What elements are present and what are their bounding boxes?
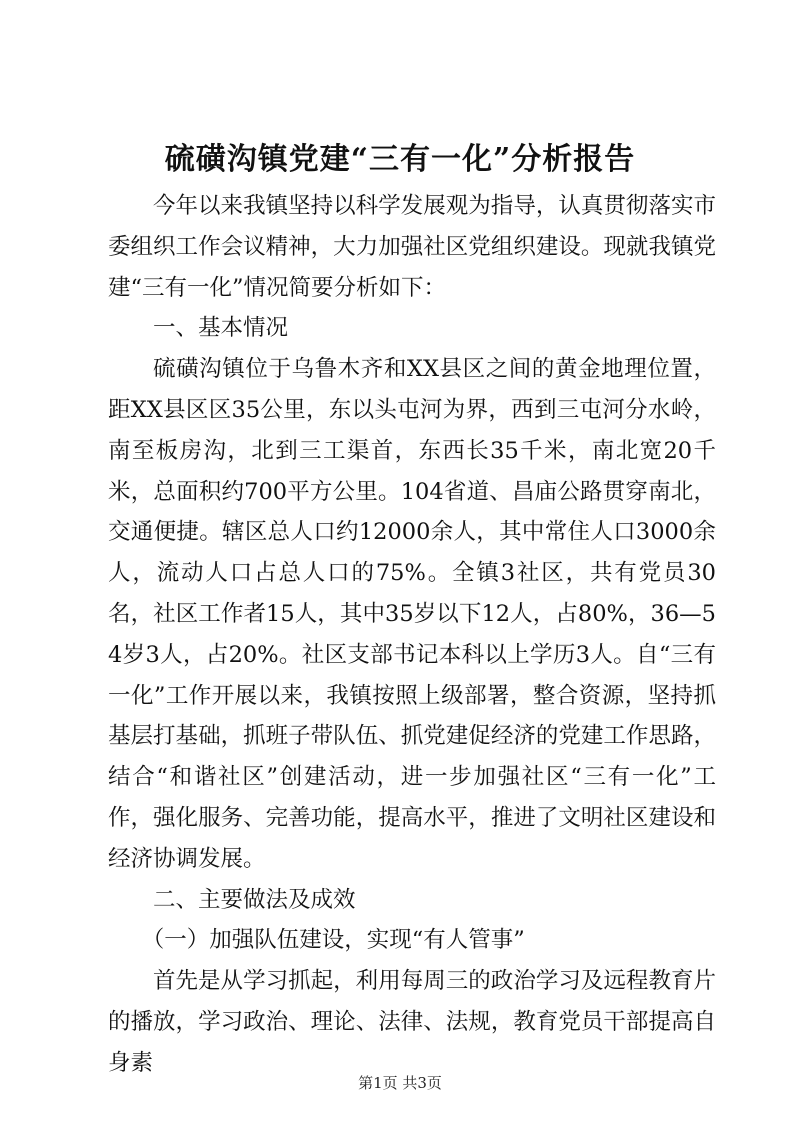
basic-situation-paragraph: 硫磺沟镇位于乌鲁木齐和XX县区之间的黄金地理位置，距XX县区区35公里，东以头屯河为界，西到三屯河分水岭，南至板房沟，北到三工渠首，东西长35千米，南北宽20千米，总面积约700平方公里。104省道、昌庙公路贯穿南北，交通便捷。辖区总人口约12000余人，其中常住人口3000余人，流动人口占总人口的75%。全镇3社区，共有党员30名，社区工作者15人，其中35岁以下12人，占80%，36—54岁3人，占20%。社区支部书记本科以上学历3人。自“三有一化”工作开展以来，我镇按照上级部署，整合资源，坚持抓基层打基础，抓班子带队伍、抓党建促经济的党建工作思路，结合“和谐社区”创建活动，进一步加强社区“三有一化”工作，强化服务、完善功能，提高水平，推进了文明社区建设和经济协调发展。 [108,356,716,872]
document-body [108,186,716,1084]
subsection-heading-team-building: （一）加强队伍建设，实现“有人管事” [141,927,525,954]
document-title: 硫磺沟镇党建“三有一化”分析报告 [164,142,636,177]
section-heading-basic-situation: 一、基本情况 [153,315,289,342]
page-footer: 第1页 共3页 [358,1074,442,1092]
team-building-paragraph: 首先是从学习抓起，利用每周三的政治学习及远程教育片的播放，学习政治、理论、法律、法规，教育党员干部提高自身素 [108,968,716,1076]
section-heading-main-practices: 二、主要做法及成效 [153,886,356,913]
intro-paragraph: 今年以来我镇坚持以科学发展观为指导，认真贯彻落实市委组织工作会议精神，大力加强社区党组织建设。现就我镇党建“三有一化”情况简要分析如下： [108,193,716,301]
